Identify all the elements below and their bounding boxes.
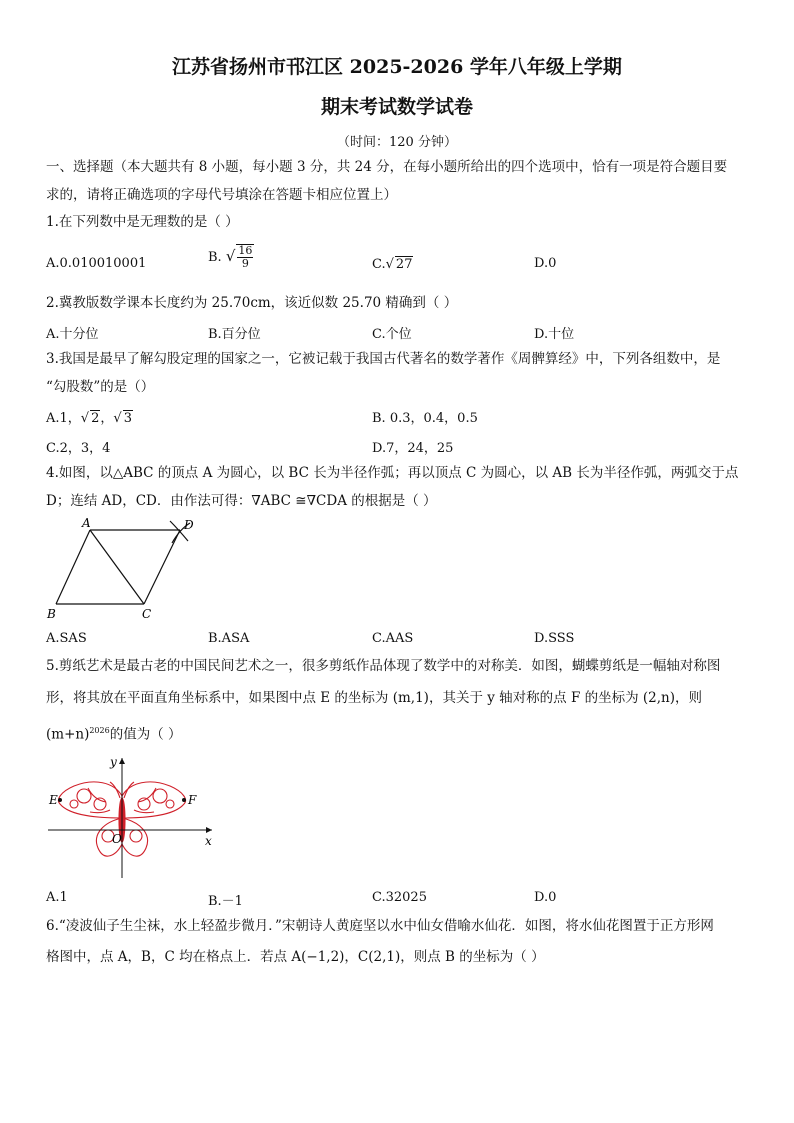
q1-option-b-prefix: B. xyxy=(208,250,222,265)
point-f xyxy=(182,798,186,802)
label-e: E xyxy=(49,793,58,807)
q5-stem-line1: 5.剪纸艺术是最古老的中国民间艺术之一，很多剪纸作品体现了数学中的对称美．如图，蝴蝶剪纸是一幅轴对称图 xyxy=(46,658,721,674)
label-d: D xyxy=(184,518,194,532)
y-axis-label: y xyxy=(110,755,117,769)
q2-option-a: A.十分位 xyxy=(46,327,99,342)
q3-stem-line2: “勾股数”的是（） xyxy=(46,379,155,395)
q4-option-b: B.ASA xyxy=(208,631,250,646)
q5-option-c: C.32025 xyxy=(372,890,427,905)
label-c: C xyxy=(142,607,152,621)
x-axis-label: x xyxy=(205,834,212,848)
q1-c-radicand: 27 xyxy=(395,257,413,272)
q5-stem-line2: 形，将其放在平面直角坐标系中，如果图中点 E 的坐标为 (m,1)，其关于 y 轴对称的点 F 的坐标为 (2,n)，则 xyxy=(46,690,703,706)
q3-option-c: C.2，3，4 xyxy=(46,441,111,456)
q6-stem-line1: 6.“凌波仙子生尘袜，水上轻盈步微月．”宋朝诗人黄庭坚以水中仙女借喻水仙花．如图，将水仙花图置于正方形网 xyxy=(46,918,714,934)
q3-option-d: D.7，24，25 xyxy=(372,441,454,456)
q6-stem-line2: 格图中，点 A，B，C 均在格点上．若点 A(−1,2)，C(2,1)，则点 B 的坐标为（ ） xyxy=(46,949,545,965)
q4-stem-line1: 4.如图，以△ABC 的顶点 A 为圆心，以 BC 长为半径作弧；再以顶点 C 为圆心，以 AB 长为半径作弧，两弧交于点 xyxy=(46,465,739,481)
q1-stem: 1.在下列数中是无理数的是（ ） xyxy=(46,214,239,230)
q1-option-c xyxy=(372,256,413,272)
exam-title-line1: 江苏省扬州市邗江区 2025-2026 学年八年级上学期 xyxy=(172,56,622,78)
q3-a-prefix: A.1， xyxy=(46,411,81,426)
radical-sign-icon: √ xyxy=(80,411,90,426)
radical-sign-icon: √ xyxy=(225,247,236,265)
q3-option-a xyxy=(46,407,133,426)
q5-option-d: D.0 xyxy=(534,890,557,905)
q1-option-b xyxy=(208,244,254,270)
q5-stem-line3 xyxy=(46,722,182,744)
exam-title-line2: 期末考试数学试卷 xyxy=(320,96,473,118)
q2-stem: 2.冀教版数学课本长度约为 25.70cm，该近似数 25.70 精确到（ ） xyxy=(46,295,458,311)
q4-option-d: D.SSS xyxy=(534,631,575,646)
q1-option-a: A.0.010010001 xyxy=(46,256,147,271)
point-e xyxy=(58,798,62,802)
q3-a-root1: 2 xyxy=(91,411,100,426)
exam-time: （时间：120 分钟） xyxy=(337,135,457,150)
radical-sign-icon: √ xyxy=(385,257,394,272)
q5-expression-base: (m+n) xyxy=(46,726,90,743)
q5-stem-tail: 的值为（ ） xyxy=(109,726,182,743)
section-intro-line2: 求的，请将正确选项的字母代号填涂在答题卡相应位置上） xyxy=(46,187,397,203)
q2-option-c: C.个位 xyxy=(372,327,412,342)
q2-option-d: D.十位 xyxy=(534,327,575,342)
q2-option-b: B.百分位 xyxy=(208,327,261,342)
q4-option-c: C.AAS xyxy=(372,631,414,646)
q3-a-root2: 3 xyxy=(123,411,132,426)
butterfly-figure xyxy=(44,752,220,884)
q1-b-denominator: 9 xyxy=(241,257,249,270)
q3-stem-line1: 3.我国是最早了解勾股定理的国家之一，它被记载于我国古代著名的数学著作《周髀算经》中，下列各组数中，是 xyxy=(46,351,721,367)
q5-option-a: A.1 xyxy=(46,890,68,905)
segment-ab xyxy=(56,530,90,604)
q4-stem-line2: D；连结 AD，CD．由作法可得：∇ABC ≅∇CDA 的根据是（ ） xyxy=(46,493,437,509)
segment-cd xyxy=(144,530,180,604)
origin-label: O xyxy=(112,832,122,846)
segment-ac xyxy=(90,530,144,604)
q1-b-numerator: 16 xyxy=(238,244,253,257)
label-a: A xyxy=(82,516,91,530)
radical-sign-icon: √ xyxy=(113,411,122,426)
q5-expression-exponent: 2026 xyxy=(89,726,110,735)
section-intro-line1: 一、选择题（本大题共有 8 小题，每小题 3 分，共 24 分，在每小题所给出的四个选项中，恰有一项是符合题目要 xyxy=(46,159,728,175)
q5-option-b: B.－1 xyxy=(208,894,243,909)
label-b: B xyxy=(47,607,56,621)
q4-option-a: A.SAS xyxy=(46,631,87,646)
q1-option-d: D.0 xyxy=(534,256,557,271)
parallelogram-figure xyxy=(44,515,204,623)
q3-a-separator: ， xyxy=(100,411,114,426)
q1-option-c-prefix: C. xyxy=(372,257,386,272)
label-f: F xyxy=(188,793,197,807)
q3-option-b: B. 0.3，0.4，0.5 xyxy=(372,411,478,426)
